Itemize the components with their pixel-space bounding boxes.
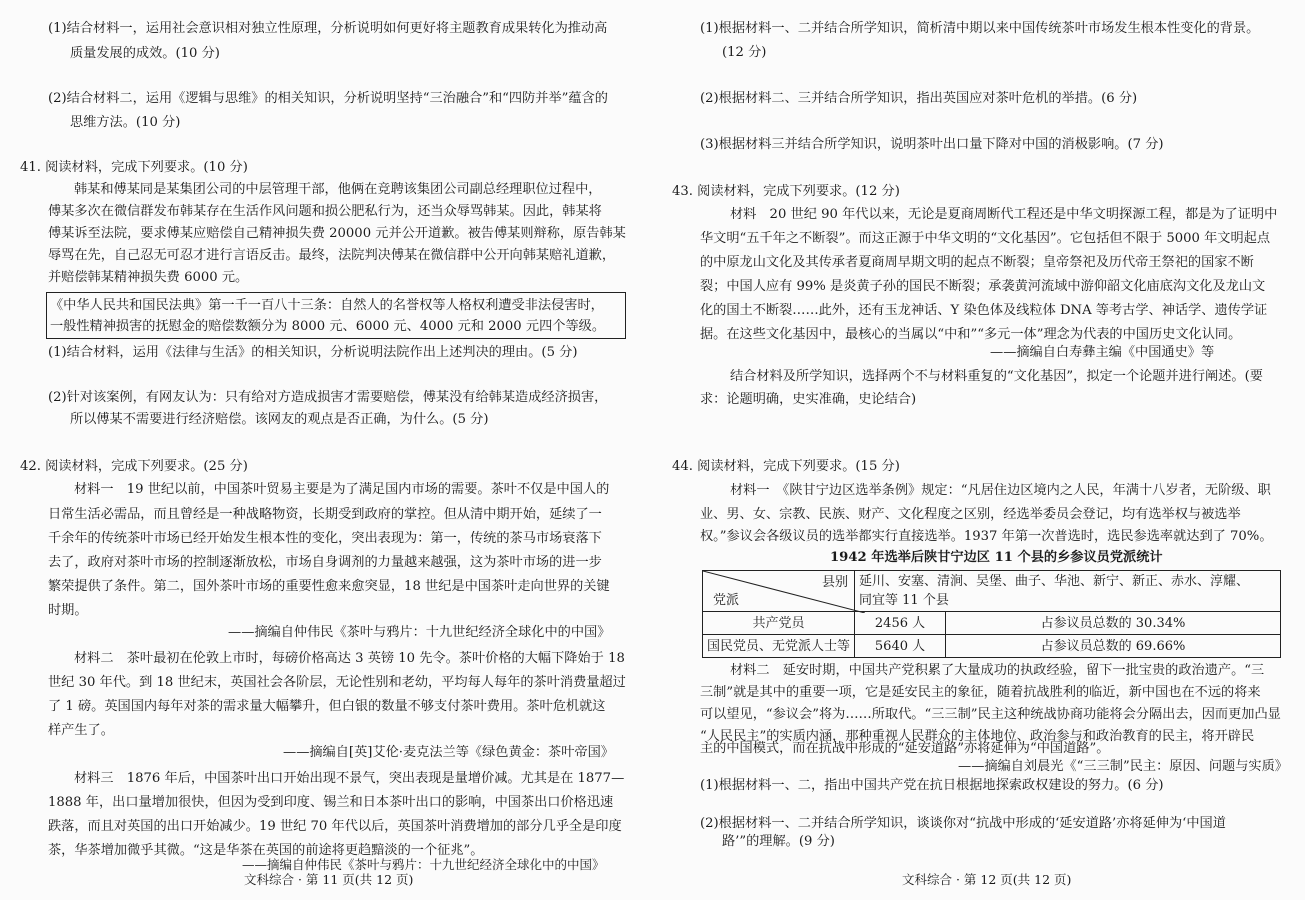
- q44-m2-line: “人民民主”的实质内涵，那种重视人民群众的主体地位、政治参与和政治教育的民主，将开辟民: [700, 729, 1255, 744]
- corner-party-label: 党派: [713, 593, 740, 608]
- q42-m3-line: 1888 年，出口量增加很快，但因为受到印度、锡兰和日本茶叶出口的影响，中国茶出口价格迅速: [48, 795, 614, 810]
- q42-sub2: (2)根据材料二、三并结合所学知识，指出英国应对茶叶危机的举措。(6 分): [700, 91, 1138, 106]
- q40-sub1-line2: 质量发展的成效。(10 分): [70, 46, 220, 61]
- q40-sub2-line2: 思维方法。(10 分): [70, 115, 181, 130]
- q42-m3-line: 茶，华茶增加微乎其微。“这是华茶在英国的前途将更趋黯淡的一个征兆”。: [48, 843, 484, 858]
- q40-sub2-line1: (2)结合材料二，运用《逻辑与思维》的相关知识，分析说明坚持“三治融合”和“四防并举”蕴含的: [48, 91, 608, 106]
- q44-heading: 44. 阅读材料，完成下列要求。(15 分): [672, 459, 900, 474]
- table-title: 1942 年选举后陕甘宁边区 11 个县的乡参议员党派统计: [830, 550, 1163, 565]
- q42-m1-line: 材料一 19 世纪以前，中国茶叶贸易主要是为了满足国内市场的需要。茶叶不仅是中国人的: [74, 482, 610, 497]
- count-cell: 5640 人: [855, 635, 946, 658]
- party-cell: 共产党员: [703, 612, 855, 635]
- q41-para-line: 傅某多次在微信群发布韩某存在生活作风问题和损公肥私行为，还当众辱骂韩某。因此，韩某将: [48, 204, 602, 219]
- share-cell: 占参议员总数的 69.66%: [946, 635, 1281, 658]
- q42-heading: 42. 阅读材料，完成下列要求。(25 分): [20, 459, 248, 474]
- q42-m1-line: 千余年的传统茶叶市场已经开始发生根本性的变化，突出表现为：第一，传统的茶马市场衰落下: [48, 531, 602, 546]
- q41-sub2-line1: (2)针对该案例，有网友认为：只有给对方造成损害才需要赔偿，傅某没有给韩某造成经济损害，: [48, 390, 608, 405]
- q44-sub1: (1)根据材料一、二，指出中国共产党在抗日根据地探索政权建设的努力。(6 分): [700, 778, 1164, 793]
- q42-source3: ——摘编自仲伟民《茶叶与鸦片：十九世纪经济全球化中的中国》: [242, 857, 605, 872]
- party-cell: 国民党员、无党派人士等: [703, 635, 855, 658]
- q42-m1-line: 时期。: [48, 603, 88, 618]
- q42-m3-line: 跌落，而且对英国的出口开始减少。19 世纪 70 年代以后，英国茶叶消费增加的部分几乎全是印度: [48, 819, 622, 834]
- q44-m1-line: 权。”参议会各级议员的选举都实行直接选举。1937 年第一次普选时，选民参选率就达到了 70%。: [700, 529, 1273, 544]
- q44-source: ——摘编自刘晨光《“三三制”民主：原因、问题与实质》: [958, 759, 1288, 774]
- q42-sub1-line2: (12 分): [722, 45, 767, 60]
- table-row: [703, 635, 1281, 658]
- q42-m2-line: 材料二 茶叶最初在伦敦上市时，每磅价格高达 3 英镑 10 先令。茶叶价格的大幅下降始于 18: [74, 651, 625, 666]
- q42-source2: ——摘编自[英]艾伦·麦克法兰等《绿色黄金：茶叶帝国》: [283, 745, 614, 760]
- counties-line2: 同宜等 11 个县: [859, 593, 949, 608]
- q42-source1: ——摘编自仲伟民《茶叶与鸦片：十九世纪经济全球化中的中国》: [228, 625, 611, 640]
- q44-m2-line: 可以望见，“参议会”将为……所取代。“三三制”民主这种统战协商功能将会分隔出去，因而更加凸显: [700, 707, 1281, 722]
- q43-source: ——摘编自白寿彝主编《中国通史》等: [990, 345, 1215, 360]
- q42-m2-line: 了 1 磅。英国国内每年对茶的需求量大幅攀升，但白银的数量不够支付茶叶费用。茶叶危机就这: [48, 699, 606, 714]
- q41-para-line: 傅某诉至法院，要求傅某应赔偿自己精神损失费 20000 元并公开道歉。被告傅某则辩称，原告韩某: [48, 226, 626, 241]
- q43-para-line: 化的国土不断裂……此外，还有玉龙神话、Y 染色体及线粒体 DNA 等考古学、神话学、遗传学证: [700, 303, 1268, 318]
- law-quote-line2: 一般性精神损害的抚慰金的赔偿数额分为 8000 元、6000 元、4000 元和 2000 元四个等级。: [50, 319, 606, 334]
- q43-para-line: 裂；中国人应有 99% 是炎黄子孙的国民不断裂；承袭黄河流域中游仰韶文化庙底沟文化及龙山文: [700, 279, 1266, 294]
- q42-m1-line: 繁荣提供了条件。第二，国外茶叶市场的重要性愈来愈突显，18 世纪是中国茶叶走向世界的关键: [48, 579, 610, 594]
- q43-heading: 43. 阅读材料，完成下列要求。(12 分): [672, 184, 900, 199]
- q41-heading: 41. 阅读材料，完成下列要求。(10 分): [20, 160, 248, 175]
- q41-para-line: 并赔偿韩某精神损失费 6000 元。: [48, 270, 249, 285]
- q44-sub2-line2: 路’”的理解。(9 分): [722, 834, 835, 849]
- q44-m1-line: 业、男、女、宗教、民族、财产、文化程度之区别，经选举委员会登记，均有选举权与被选举: [700, 507, 1241, 522]
- q42-m1-line: 去了，政府对茶叶市场的控制逐渐放松，市场自身调剂的力量越来越强，这为茶叶市场的进一步: [48, 555, 602, 570]
- left-page: [0, 0, 652, 900]
- election-table: [702, 570, 1281, 658]
- q42-sub3: (3)根据材料三并结合所学知识，说明茶叶出口量下降对中国的消极影响。(7 分): [700, 137, 1164, 152]
- q44-m1-line: 材料一 《陕甘宁边区选举条例》规定：“凡居住边区境内之人民，年满十八岁者，无阶级、职: [730, 483, 1271, 498]
- q44-m2-line: 材料二 延安时期，中国共产党积累了大量成功的执政经验，留下一批宝贵的政治遗产。“三: [730, 663, 1265, 678]
- corner-county-label: 县别: [822, 575, 849, 590]
- law-quote-line1: 《中华人民共和国民法典》第一千一百八十三条：自然人的名誉权等人格权利遭受非法侵害时，: [50, 298, 604, 313]
- q42-m2-line: 样产生了。: [48, 723, 114, 738]
- right-page: [652, 0, 1305, 900]
- q42-m3-line: 材料三 1876 年后，中国茶叶出口开始出现不景气，突出表现是量增价减。尤其是在 1877—: [74, 771, 625, 786]
- table-corner-cell: [703, 571, 855, 612]
- q42-m1-line: 日常生活必需品，而且曾经是一种战略物资，长期受到政府的掌控。但从清中期开始，延续了一: [48, 507, 602, 522]
- share-cell: 占参议员总数的 30.34%: [946, 612, 1281, 635]
- q40-sub1-line1: (1)结合材料一，运用社会意识相对独立性原理，分析说明如何更好将主题教育成果转化为推动高: [48, 21, 608, 36]
- q43-task-line2: 求：论题明确，史实准确，史论结合): [700, 392, 917, 407]
- q41-sub2-line2: 所以傅某不需要进行经济赔偿。该网友的观点是否正确，为什么。(5 分): [70, 412, 489, 427]
- q43-para-line: 据。在这些文化基因中，最核心的当属以“中和”“多元一体”理念为代表的中国历史文化认同。: [700, 327, 1242, 342]
- q42-m2-line: 世纪 30 年代。到 18 世纪末，英国社会各阶层，无论性别和老幼，平均每人每年的茶叶消费量超过: [48, 675, 626, 690]
- table-header-row: [703, 571, 1281, 612]
- q44-sub2-line1: (2)根据材料一、二并结合所学知识，谈谈你对“抗战中形成的‘延安道路’亦将延伸为‘中国道: [700, 816, 1226, 831]
- q43-para-line: 材料 20 世纪 90 年代以来，无论是夏商周断代工程还是中华文明探源工程，都是为了证明中: [730, 207, 1278, 222]
- q41-para-line: 韩某和傅某同是某集团公司的中层管理干部，他俩在竞聘该集团公司副总经理职位过程中，: [74, 182, 602, 197]
- q41-para-line: 辱骂在先，自己忍无可忍才进行言语反击。最终，法院判决傅某在微信群中公开向韩某赔礼道歉，: [48, 248, 616, 263]
- counties-line1: 延川、安塞、清涧、吴堡、曲子、华池、新宁、新正、赤水、淳耀、: [859, 573, 1250, 589]
- q42-sub1-line1: (1)根据材料一、二并结合所学知识，简析清中期以来中国传统茶叶市场发生根本性变化的背景。: [700, 21, 1260, 36]
- table-row: [703, 612, 1281, 635]
- count-cell: 2456 人: [855, 612, 946, 635]
- q41-sub1: (1)结合材料，运用《法律与生活》的相关知识，分析说明法院作出上述判决的理由。(5 分): [48, 345, 578, 360]
- page-footer-12: 文科综合 · 第 12 页(共 12 页): [902, 872, 1072, 887]
- page-footer-11: 文科综合 · 第 11 页(共 12 页): [244, 872, 414, 887]
- q43-para-line: 华文明“五千年之不断裂”。而这正源于中华文明的“文化基因”。它包括但不限于 5000 年文明起点: [700, 231, 1271, 246]
- q43-task-line1: 结合材料及所学知识，选择两个不与材料重复的“文化基因”，拟定一个论题并进行阐述。(要: [730, 369, 1263, 384]
- q43-para-line: 的中原龙山文化及其传承者夏商周早期文明的起点不断裂；皇帝祭祀及历代帝王祭祀的国家不断: [700, 255, 1254, 270]
- q44-m2-line: 三制”就是其中的重要一项，它是延安民主的象征，随着抗战胜利的临近，新中国也在不远的将来: [700, 685, 1261, 700]
- q44-m2-line: 主的中国模式，而在抗战中形成的“延安道路”亦将延伸为“中国道路”。: [700, 741, 1110, 756]
- counties-cell: [855, 571, 1281, 612]
